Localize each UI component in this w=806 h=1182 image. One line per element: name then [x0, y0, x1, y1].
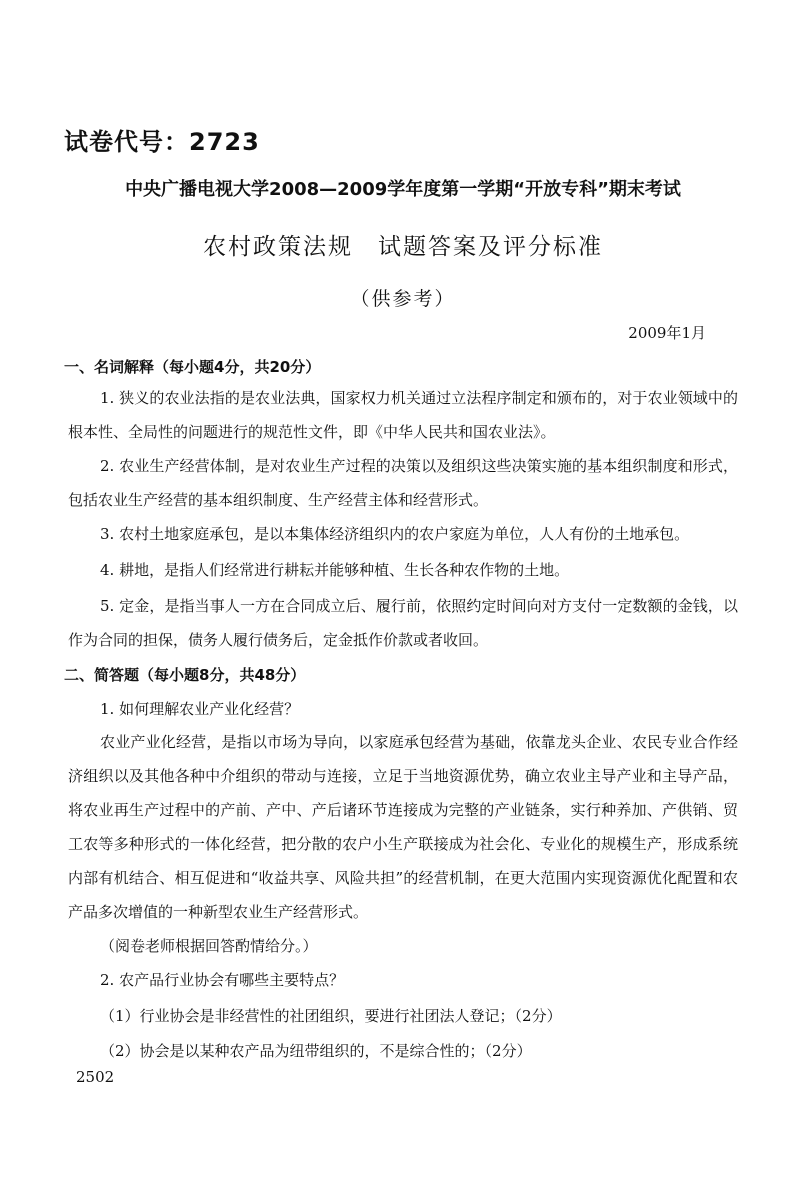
term-answer-1: 1. 狭义的农业法指的是农业法典，国家权力机关通过立法程序制定和颁布的，对于农业领域中的根本性、全局性的问题进行的规范性文件，即《中华人民共和国农业法》。: [68, 389, 738, 441]
question-2: 2. 农产品行业协会有哪些主要特点？: [100, 971, 345, 989]
answer-2-point-2: （2）协会是以某种农产品为纽带组织的，不是综合性的；（2分）: [100, 1042, 532, 1060]
exam-date: 2009年1月: [628, 324, 706, 342]
answer-2-point-1: （1）行业协会是非经营性的社团组织，要进行社团法人登记；（2分）: [100, 1007, 562, 1025]
section-heading-short-answer: 二、简答题（每小题8分，共48分）: [64, 666, 306, 684]
grading-note: （阅卷老师根据回答酌情给分。）: [100, 937, 318, 955]
term-answer-4: 4. 耕地，是指人们经常进行耕耘并能够种植、生长各种农作物的土地。: [100, 561, 570, 579]
term-answer-3: 3. 农村土地家庭承包，是以本集体经济组织内的农户家庭为单位，人人有份的土地承包。: [100, 525, 690, 543]
page-number: 2502: [76, 1068, 115, 1086]
answer-1: 农业产业化经营，是指以市场为导向，以家庭承包经营为基础，依靠龙头企业、农民专业合作经济组织以及其他各种中介组织的带动与连接，立足于当地资源优势，确立农业主导产业和主导产品，将农业再生产过程中的产前、产中、产后诸环节连接成为完整的产业链条，实行种养加、产供销、贸工农等多种形式的一体化经营，把分散的农户小生产联接成为社会化、专业化的规模生产，形成系统内部有机结合、相互促进和“收益共享、风险共担”的经营机制，在更大范围内实现资源优化配置和农产品多次增值的一种新型农业生产经营形式。: [68, 733, 738, 921]
exam-code: 试卷代号：2723: [64, 128, 260, 156]
reference-note: （供参考）: [350, 288, 456, 310]
term-answer-5: 5. 定金，是指当事人一方在合同成立后、履行前，依照约定时间向对方支付一定数额的金钱，以作为合同的担保，债务人履行债务后，定金抵作价款或者收回。: [68, 597, 738, 649]
term-answer-2: 2. 农业生产经营体制，是对农业生产过程的决策以及组织这些决策实施的基本组织制度和形式，包括农业生产经营的基本组织制度、生产经营主体和经营形式。: [68, 457, 738, 509]
question-1: 1. 如何理解农业产业化经营？: [100, 700, 300, 718]
section-heading-terms: 一、名词解释（每小题4分，共20分）: [64, 358, 321, 376]
document-title: 农村政策法规 试题答案及评分标准: [203, 234, 603, 260]
exam-title: 中央广播电视大学2008—2009学年度第一学期“开放专科”期末考试: [125, 179, 681, 200]
